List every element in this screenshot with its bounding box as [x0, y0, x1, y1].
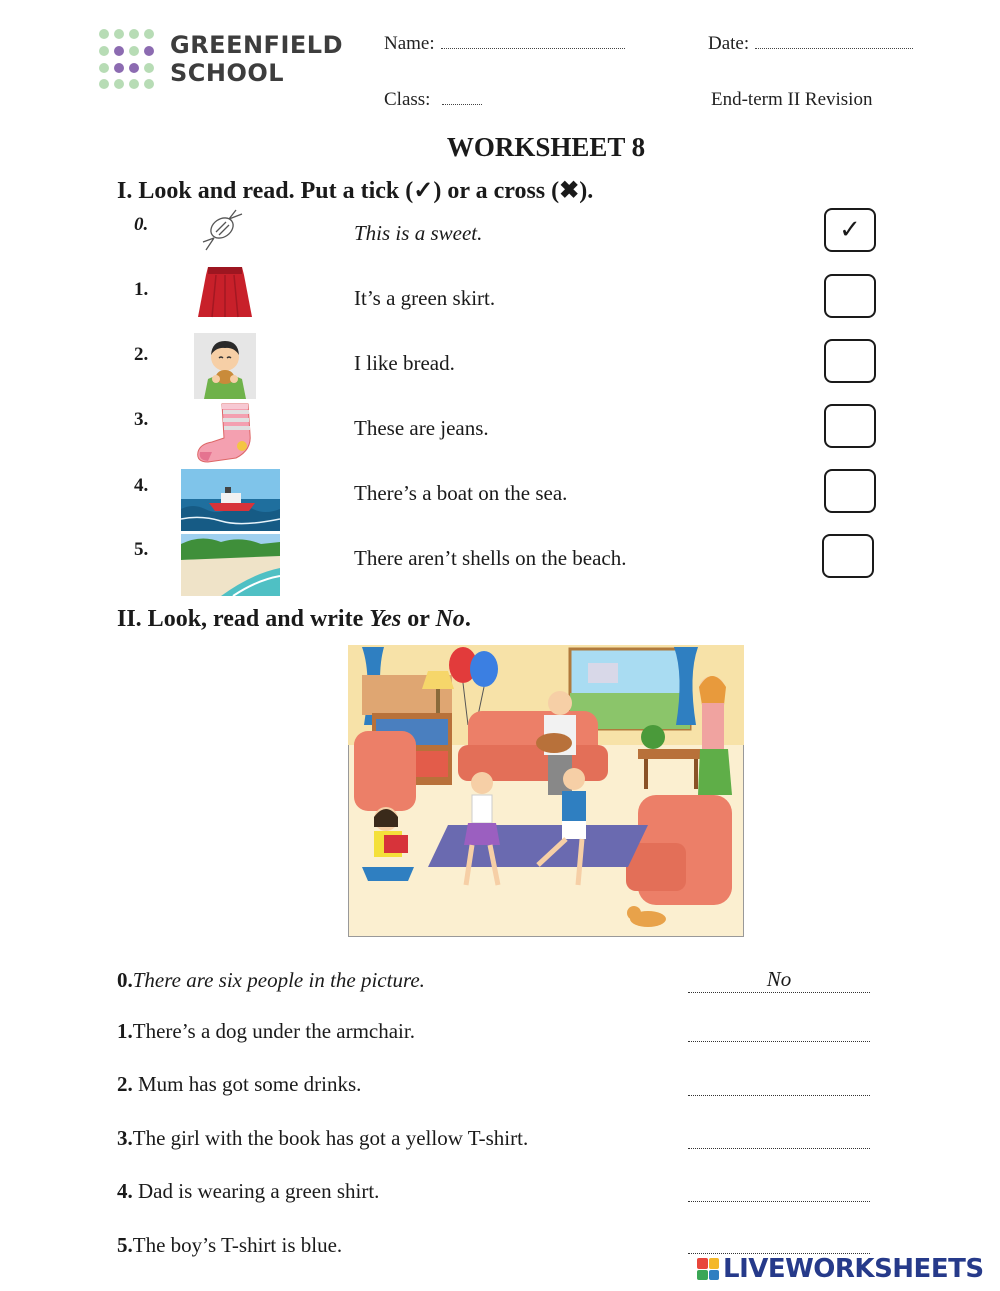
part2-question — [117, 968, 425, 993]
answer-box[interactable] — [824, 339, 876, 383]
school-name-line2: SCHOOL — [170, 59, 285, 87]
part2-question — [117, 1233, 342, 1258]
part2-num: 1. — [117, 1019, 133, 1043]
part2-num: 4. — [117, 1179, 133, 1203]
part2-question — [117, 1126, 528, 1151]
class-input-line[interactable] — [442, 103, 482, 105]
worksheet-title: WORKSHEET 8 — [446, 132, 646, 162]
part1-sentence: I like bread. — [354, 351, 455, 375]
part2-sentence: The girl with the book has got a yellow T-shirt. — [132, 1126, 529, 1150]
liveworksheets-brand: LIVEWORKSHEETS — [723, 1254, 984, 1284]
part2-num: 3. — [117, 1126, 133, 1150]
living-room-picture — [348, 645, 744, 937]
part1-num: 2. — [134, 344, 149, 365]
part1-sentence: These are jeans. — [354, 416, 489, 440]
name-input-line[interactable] — [441, 47, 625, 49]
candy-icon — [198, 208, 246, 252]
part1-num: 5. — [134, 539, 149, 560]
revision-label: End-term II Revision — [711, 89, 873, 110]
date-field — [708, 33, 913, 55]
part2-heading — [117, 606, 471, 633]
answer-line[interactable] — [688, 1071, 870, 1096]
part1-sentence: There aren’t shells on the beach. — [354, 546, 627, 570]
liveworksheets-logo — [697, 1254, 984, 1284]
liveworksheets-badge-icon — [697, 1258, 719, 1280]
part2-question — [117, 1072, 361, 1097]
part2-heading-no: No — [435, 606, 465, 632]
part2-question — [117, 1019, 415, 1044]
part1-sentence: There’s a boat on the sea. — [354, 481, 568, 505]
part2-heading-or: or — [401, 606, 436, 632]
part2-sentence: There are six people in the picture. — [132, 968, 425, 992]
red-skirt-icon — [194, 263, 256, 321]
part2-heading-yes: Yes — [369, 606, 402, 632]
part1-num: 0. — [134, 214, 149, 235]
part2-heading-a: II. Look, read and write — [117, 606, 370, 632]
boy-eating-bread-icon — [194, 333, 256, 399]
class-label: Class: — [384, 89, 431, 110]
part2-sentence: The boy’s T-shirt is blue. — [132, 1233, 343, 1257]
school-logo-icon — [98, 28, 158, 90]
part1-num: 4. — [134, 475, 149, 496]
part2-num: 2. — [117, 1072, 133, 1096]
school-name — [170, 31, 343, 87]
part2-num: 5. — [117, 1233, 133, 1257]
answer-box[interactable] — [824, 274, 876, 318]
name-label: Name: — [384, 33, 435, 54]
part1-num: 3. — [134, 409, 149, 430]
beach-icon — [181, 534, 280, 596]
part1-heading-b: . Put a tick (✓) or a cross (✖). — [288, 178, 594, 204]
answer-line[interactable]: No — [688, 968, 870, 993]
part2-sentence: There’s a dog under the armchair. — [132, 1019, 415, 1043]
part1-sentence: It’s a green skirt. — [354, 286, 496, 310]
name-field — [384, 33, 625, 55]
part1-num: 1. — [134, 279, 149, 300]
part1-sentence: This is a sweet. — [354, 221, 483, 245]
answer-box[interactable] — [824, 404, 876, 448]
part2-sentence: Mum has got some drinks. — [132, 1072, 362, 1096]
part1-heading-a: I. Look and read — [117, 178, 289, 204]
boat-on-sea-icon — [181, 469, 280, 531]
class-field — [384, 89, 482, 111]
school-name-line1: GREENFIELD — [170, 31, 343, 59]
answer-line[interactable] — [688, 1229, 870, 1254]
part2-sentence: Dad is wearing a green shirt. — [132, 1179, 380, 1203]
part2-num: 0. — [117, 968, 133, 992]
part2-question — [117, 1179, 379, 1204]
date-input-line[interactable] — [755, 47, 913, 49]
answer-box[interactable] — [822, 534, 874, 578]
part1-heading — [117, 176, 593, 205]
pink-sock-icon — [192, 400, 262, 466]
answer-line[interactable] — [688, 1124, 870, 1149]
answer-box[interactable] — [824, 469, 876, 513]
part2-heading-end: . — [464, 606, 471, 632]
date-label: Date: — [708, 33, 750, 54]
answer-box[interactable]: ✓ — [824, 208, 876, 252]
answer-line[interactable] — [688, 1017, 870, 1042]
answer-line[interactable] — [688, 1177, 870, 1202]
